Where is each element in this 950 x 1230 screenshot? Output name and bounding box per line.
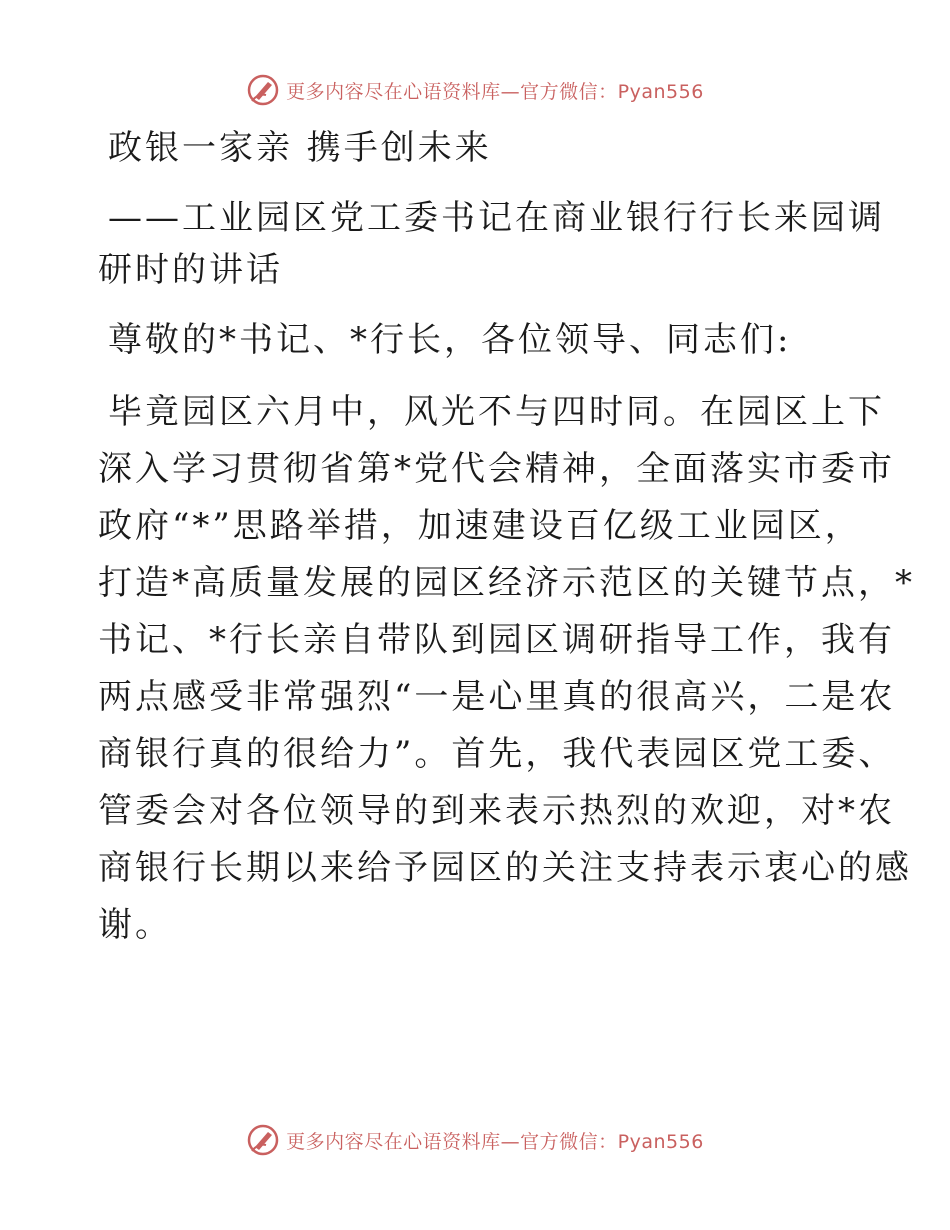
watermark-text: 更多内容尽在心语资料库—官方微信：Pyan556 [286,80,704,103]
document-body [98,122,915,954]
document-subtitle [98,192,885,296]
subtitle-line: 研时的讲话 [98,250,283,290]
paragraph-line: 书记、*行长亲自带队到园区调研指导工作，我有 [98,620,895,660]
paragraph-line: 商银行长期以来给予园区的关注支持表示衷心的感 [98,848,912,888]
subtitle-line: ——工业园区党工委书记在商业银行行长来园调 [108,198,885,238]
paragraph-line: 深入学习贯彻省第*党代会精神，全面落实市委市 [98,449,895,489]
header-watermark [0,70,950,110]
document-title: 政银一家亲 携手创未来 [108,128,492,168]
watermark-text: 更多内容尽在心语资料库—官方微信：Pyan556 [286,1130,704,1153]
body-paragraph [98,384,915,954]
pen-logo-icon [246,73,280,107]
paragraph-line: 商银行真的很给力”。首先，我代表园区党工委、 [98,734,896,774]
paragraph-line: 政府“*”思路举措，加速建设百亿级工业园区， [98,506,862,546]
paragraph-line: 毕竟园区六月中，风光不与四时同。在园区上下 [108,392,885,432]
paragraph-line: 打造*高质量发展的园区经济示范区的关键节点，* [98,563,915,603]
footer-watermark [0,1120,950,1160]
pen-logo-icon [246,1123,280,1157]
paragraph-line: 管委会对各位领导的到来表示热烈的欢迎，对*农 [98,791,895,831]
salutation: 尊敬的*书记、*行长，各位领导、同志们: [108,320,792,360]
paragraph-line: 两点感受非常强烈“一是心里真的很高兴，二是农 [98,677,896,717]
paragraph-line: 谢。 [98,905,172,945]
